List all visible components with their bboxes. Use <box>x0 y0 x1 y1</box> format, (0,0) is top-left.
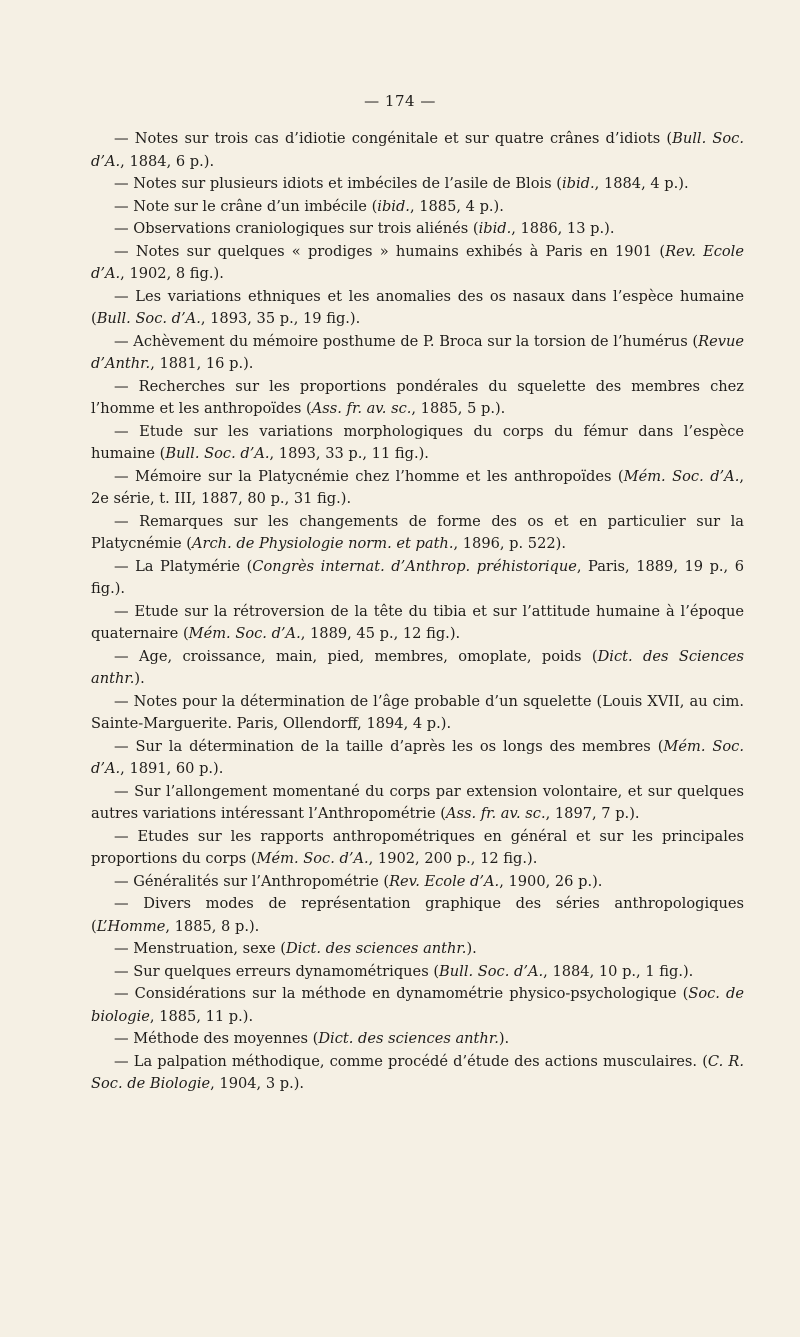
bibliography-entry: — Age, croissance, main, pied, membres, omoplate, poids (Dict. des Sciences anthr.). <box>91 647 744 687</box>
bibliography-entry: — Méthode des moyennes (Dict. des sciences anthr.). <box>114 1030 510 1047</box>
bibliography-entry: — Achèvement du mémoire posthume de P. Broca sur la torsion de l’humérus (Revue d’Anthr., 1881, 16 p.). <box>91 332 744 372</box>
bibliography-entry: — Notes sur trois cas d’idiotie congénitale et sur quatre crânes d’idiots (Bull. Soc. d’A., 1884, 6 p.). <box>91 130 744 170</box>
page-number: — 174 — <box>364 92 436 110</box>
bibliography-entry: — Mémoire sur la Platycnémie chez l’homme et les anthropoïdes (Mém. Soc. d’A., 2e série, t. III, 1887, 80 p., 31 fig.). <box>91 467 744 507</box>
bibliography-entry: — Considérations sur la méthode en dynamométrie physico-psychologique (Soc. de biologie, 1885, 11 p.). <box>91 985 745 1025</box>
bibliography-entry: — Observations craniologiques sur trois aliénés (ibid., 1886, 13 p.). <box>114 220 615 237</box>
bibliography-entry: — Etude sur la rétroversion de la tête du tibia et sur l’attitude humaine à l’époque quaternaire (Mém. Soc. d’A., 1889, 45 p., 12 fig.). <box>91 602 744 642</box>
bibliography-entry: — Sur la détermination de la taille d’après les os longs des membres (Mém. Soc. d’A., 1891, 60 p.). <box>91 737 744 777</box>
bibliography-entry: — Sur quelques erreurs dynamométriques (Bull. Soc. d’A., 1884, 10 p., 1 fig.). <box>114 962 694 980</box>
bibliography-list <box>91 128 744 1096</box>
bibliography-entry: — Les variations ethniques et les anomalies des os nasaux dans l’espèce humaine (Bull. Soc. d’A., 1893, 35 p., 19 fig.). <box>91 287 744 327</box>
bibliography-entry: — La Platymérie (Congrès internat. d’Anthrop. préhistorique, Paris, 1889, 19 p., 6 fig.). <box>91 557 744 597</box>
bibliography-entry: — Menstruation, sexe (Dict. des sciences anthr.). <box>114 940 477 957</box>
bibliography-entry: — Etude sur les variations morphologiques du corps du fémur dans l’espèce humaine (Bull. Soc. d’A., 1893, 33 p., 11 fig.). <box>91 422 744 462</box>
bibliography-entry: — Notes sur plusieurs idiots et imbéciles de l’asile de Blois (ibid., 1884, 4 p.). <box>114 175 689 192</box>
bibliography-entry: — Divers modes de représentation graphique des séries anthropologiques (L’Homme, 1885, 8 p.). <box>91 895 744 935</box>
bibliography-entry: — Recherches sur les proportions pondérales du squelette des membres chez l’homme et les anthropoïdes (Ass. fr. av. sc., 1885, 5 p.). <box>91 377 744 417</box>
bibliography-entry: — Etudes sur les rapports anthropométriques en général et sur les principales proportions du corps (Mém. Soc. d’A., 1902, 200 p., 12 fig.). <box>91 827 744 867</box>
bibliography-entry: — Généralités sur l’Anthropométrie (Rev. Ecole d’A., 1900, 26 p.). <box>114 872 603 890</box>
bibliography-entry: — Sur l’allongement momentané du corps par extension volontaire, et sur quelques autres variations intéressant l’Anthropométrie (Ass. fr. av. sc., 1897, 7 p.). <box>91 782 744 822</box>
bibliography-entry: — Remarques sur les changements de forme des os et en particulier sur la Platycnémie (Arch. de Physiologie norm. et path., 1896, p. 522). <box>91 512 744 552</box>
bibliography-entry: — Note sur le crâne d’un imbécile (ibid., 1885, 4 p.). <box>114 197 504 215</box>
bibliography-entry: — La palpation méthodique, comme procédé d’étude des actions musculaires. (C. R. Soc. de Biologie, 1904, 3 p.). <box>91 1052 744 1092</box>
bibliography-entry: — Notes pour la détermination de l’âge probable d’un squelette (Louis XVII, au cim. Sainte-Marguerite. Paris, Ollendorff, 1894, 4 p.). <box>91 692 744 732</box>
bibliography-entry: — Notes sur quelques « prodiges » humains exhibés à Paris en 1901 (Rev. Ecole d’A., 1902, 8 fig.). <box>91 242 744 282</box>
